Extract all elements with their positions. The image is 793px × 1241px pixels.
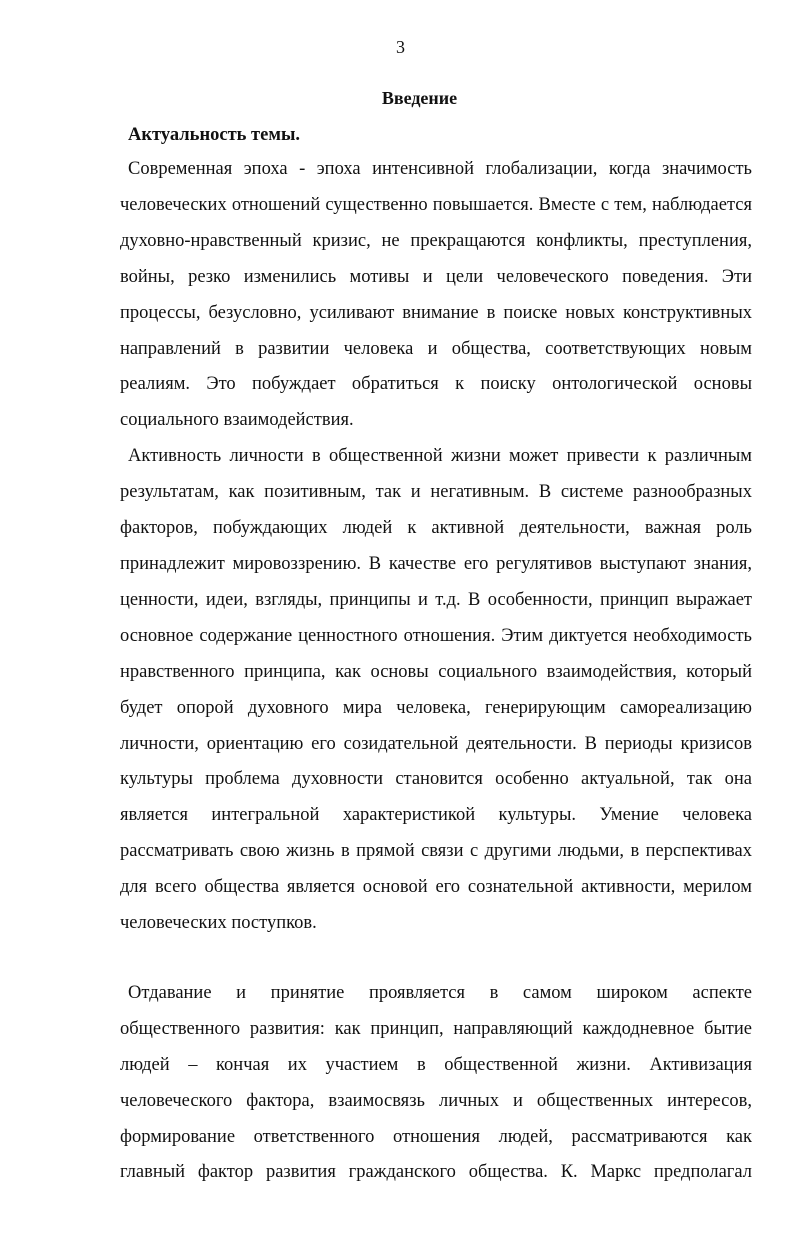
text-line: процессы, безусловно, усиливают внимание в поиске новых конструктивных bbox=[120, 302, 752, 323]
text-line: формирование ответственного отношения людей, рассматриваются как bbox=[120, 1126, 752, 1147]
text-line: принадлежит мировоззрению. В качестве его регулятивов выступают знания, bbox=[120, 553, 752, 574]
page-title: Введение bbox=[381, 88, 458, 108]
paragraph bbox=[120, 439, 752, 942]
text-line: Современная эпоха - эпоха интенсивной глобализации, когда значимость bbox=[128, 159, 752, 179]
text-line: направлений в развитии человека и общества, соответствующих новым bbox=[120, 338, 752, 359]
text-line: главный фактор развития гражданского общества. К. Маркс предполагал bbox=[120, 1162, 752, 1183]
text-line: Активность личности в общественной жизни может привести к различным bbox=[128, 446, 752, 467]
text-line: социального взаимодействия. bbox=[120, 410, 354, 431]
text-line: человеческих поступков. bbox=[120, 913, 317, 934]
text-line: реалиям. Это побуждает обратиться к поиску онтологической основы bbox=[120, 374, 752, 395]
text-line: ценности, идеи, взгляды, принципы и т.д. В особенности, принцип выражает bbox=[120, 589, 752, 610]
text-line: человеческих отношений существенно повышается. Вместе с тем, наблюдается bbox=[120, 194, 752, 215]
text-line: основное содержание ценностного отношения. Этим диктуется необходимость bbox=[120, 625, 752, 646]
text-line: нравственного принципа, как основы социального взаимодействия, который bbox=[120, 661, 752, 682]
text-line: человеческого фактора, взаимосвязь личных и общественных интересов, bbox=[120, 1090, 752, 1111]
paragraph bbox=[120, 152, 752, 439]
text-line: является интегральной характеристикой культуры. Умение человека bbox=[120, 805, 752, 826]
text-line: войны, резко изменились мотивы и цели человеческого поведения. Эти bbox=[120, 266, 752, 287]
text-line: духовно-нравственный кризис, не прекращаются конфликты, преступления, bbox=[120, 230, 752, 251]
page-number: 3 bbox=[396, 37, 405, 57]
text-line: общественного развития: как принцип, направляющий каждодневное бытие bbox=[120, 1018, 752, 1039]
paragraph bbox=[120, 976, 752, 1191]
text-line: Отдавание и принятие проявляется в самом широком аспекте bbox=[128, 982, 752, 1003]
text-line: результатам, как позитивным, так и негативным. В системе разнообразных bbox=[120, 482, 752, 503]
text-line: культуры проблема духовности становится особенно актуальной, так она bbox=[120, 769, 752, 790]
document-body bbox=[120, 152, 752, 1191]
text-line: будет опорой духовного мира человека, генерирующим самореализацию bbox=[120, 697, 752, 718]
text-line: рассматривать свою жизнь в прямой связи с другими людьми, в перспективах bbox=[120, 841, 752, 862]
text-line: факторов, побуждающих людей к активной деятельности, важная роль bbox=[120, 518, 752, 539]
text-line: для всего общества является основой его сознательной активности, мерилом bbox=[120, 877, 752, 898]
section-heading: Актуальность темы. bbox=[128, 125, 301, 145]
text-line: людей – кончая их участием в общественной жизни. Активизация bbox=[120, 1054, 752, 1075]
text-line: личности, ориентацию его созидательной деятельности. В периоды кризисов bbox=[120, 733, 752, 754]
